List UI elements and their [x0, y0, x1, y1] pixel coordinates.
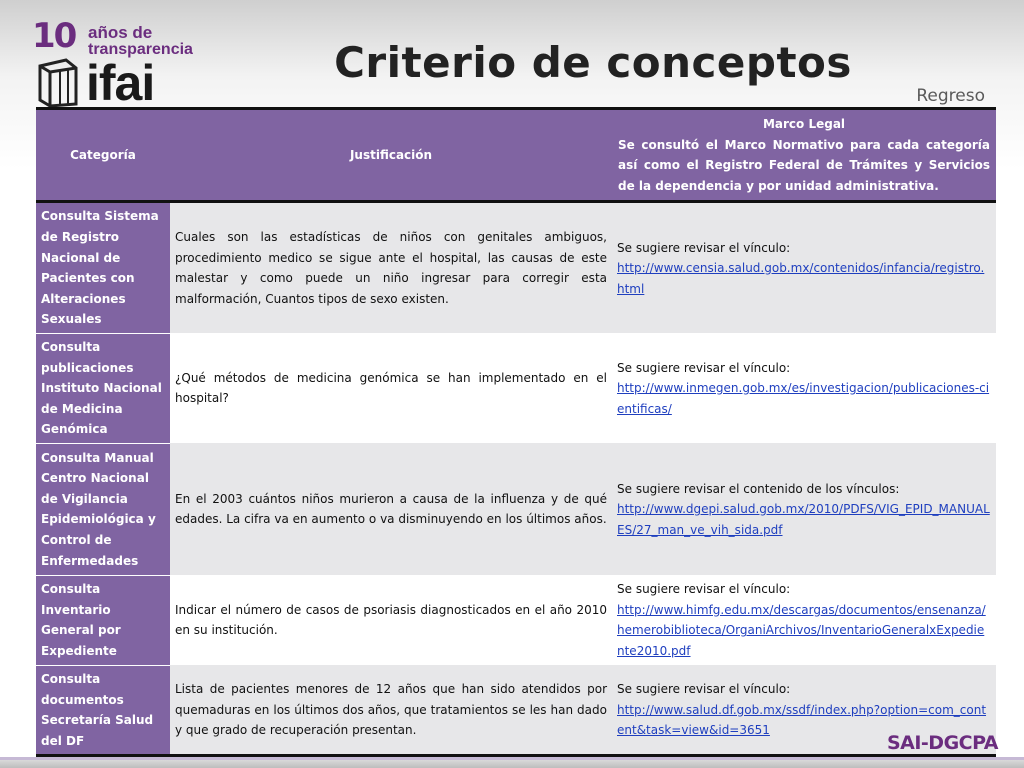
row-categoria: Consulta Manual Centro Nacional de Vigilancia Epidemiológica y Control de Enfermedades	[36, 443, 170, 575]
table-row	[36, 202, 996, 334]
table-row	[36, 575, 996, 665]
logo-ten: 10	[32, 16, 76, 56]
logo-line-2: transparencia	[88, 41, 193, 58]
logo-line-1: años de	[88, 23, 153, 42]
header-marco-legal	[612, 109, 996, 202]
row-justificacion: Lista de pacientes menores de 12 años que han sido atendidos por quemaduras en los últimos dos años, que tratamientos se les han dado y que grado de recuperación presentan.	[170, 665, 612, 755]
row-justificacion: ¿Qué métodos de medicina genómica se han implementado en el hospital?	[170, 333, 612, 443]
table-row	[36, 333, 996, 443]
row-marco-url[interactable]: http://www.dgepi.salud.gob.mx/2010/PDFS/VIG_EPID_MANUALES/27_man_ve_vih_sida.pdf	[617, 502, 990, 537]
row-marco-url[interactable]: http://www.inmegen.gob.mx/es/investigacion/publicaciones-cientificas/	[617, 381, 990, 416]
page-title: Criterio de conceptos	[334, 38, 852, 87]
row-marco-legal	[612, 202, 996, 334]
row-marco-url[interactable]: http://www.himfg.edu.mx/descargas/documentos/ensenanza/hemerobiblioteca/OrganiArchivos/InventarioGeneralxExpediente2010.pdf	[617, 602, 986, 659]
back-link[interactable]: Regreso	[916, 86, 985, 106]
header-marco-desc: Se consultó el Marco Normativo para cada categoría así como el Registro Federal de Trámites y Servicios de la dependencia y por unidad administrativa.	[618, 137, 990, 193]
row-justificacion: En el 2003 cuántos niños murieron a causa de la influenza y de qué edades. La cifra va en aumento o va disminuyendo en los últimos años.	[170, 443, 612, 575]
row-categoria: Consulta publicaciones Instituto Nacional de Medicina Genómica	[36, 333, 170, 443]
row-categoria: Consulta Sistema de Registro Nacional de Pacientes con Alteraciones Sexuales	[36, 202, 170, 334]
row-marco-legal	[612, 443, 996, 575]
table-header-row	[36, 109, 996, 202]
footer-brand: SAI-DGCPA	[886, 732, 998, 754]
footer-bar	[0, 760, 1024, 768]
row-categoria: Consulta Inventario General por Expediente	[36, 575, 170, 665]
row-marco-text: Se sugiere revisar el vínculo:	[617, 360, 791, 375]
logo-brand: ifai	[86, 55, 155, 111]
row-justificacion: Indicar el número de casos de psoriasis diagnosticados en el año 2010 en su institución.	[170, 575, 612, 665]
row-marco-legal	[612, 333, 996, 443]
row-marco-url[interactable]: http://www.censia.salud.gob.mx/contenidos/infancia/registro.html	[617, 261, 985, 296]
row-categoria: Consulta documentos Secretaría Salud del DF	[36, 665, 170, 755]
row-justificacion: Cuales son las estadísticas de niños con genitales ambiguos, procedimiento medico se sigue ante el hospital, las causas de este malestar y como puede un niño ingresar para corregir esta malformación, Cuantos tipos de sexo existen.	[170, 202, 612, 334]
concepts-table	[36, 107, 996, 757]
row-marco-url[interactable]: http://www.salud.df.gob.mx/ssdf/index.php?option=com_content&task=view&id=3651	[617, 702, 987, 738]
concepts-table-container	[36, 107, 996, 757]
header-marco-title: Marco Legal	[762, 117, 846, 131]
row-marco-text: Se sugiere revisar el contenido de los vínculos:	[617, 481, 900, 496]
row-marco-text: Se sugiere revisar el vínculo:	[617, 681, 791, 696]
table-row	[36, 443, 996, 575]
header-justificacion: Justificación	[349, 148, 433, 163]
row-marco-legal	[612, 575, 996, 665]
row-marco-text: Se sugiere revisar el vínculo:	[617, 582, 791, 597]
row-marco-text: Se sugiere revisar el vínculo:	[617, 240, 791, 255]
table-row	[36, 665, 996, 755]
header-categoria: Categoría	[70, 148, 136, 163]
